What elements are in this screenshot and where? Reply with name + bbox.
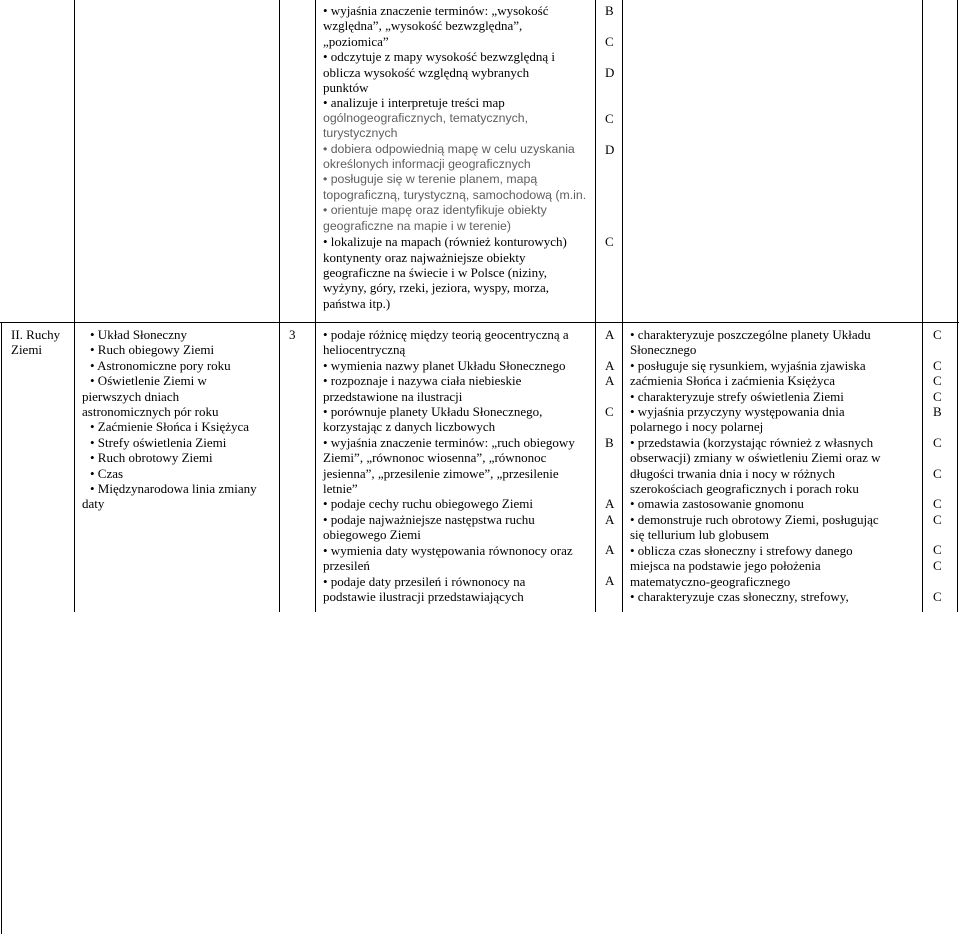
extended-grades-cell	[933, 327, 951, 604]
grade-letter	[933, 481, 951, 496]
basic-grades-cell	[605, 327, 621, 604]
grade-letter: C	[933, 511, 942, 527]
requirement-line: • posługuje się rysunkiem, wyjaśnia zjawiska	[630, 357, 866, 373]
requirement-line: podstawie ilustracji przedstawiających	[323, 588, 524, 604]
requirement-line: • charakteryzuje poszczególne planety Układu	[630, 327, 871, 342]
grade-letter: C	[605, 110, 614, 126]
requirement-line: wyżyny, góry, rzeki, jeziora, wyspy, morza,	[323, 280, 549, 296]
table-border	[279, 0, 280, 612]
grade-letter	[605, 527, 621, 542]
grade-letter	[933, 527, 951, 542]
grade-letter: A	[605, 327, 615, 342]
top-requirements-cell	[323, 3, 593, 311]
requirement-line: turystycznych	[323, 126, 398, 141]
hours-cell	[289, 327, 309, 342]
grade-letter: B	[605, 434, 614, 450]
grade-letter: C	[933, 434, 942, 450]
table-border	[957, 0, 958, 612]
table-border	[595, 0, 596, 612]
topic-line: daty	[82, 496, 105, 512]
requirement-line: • rozpoznaje i nazywa ciała niebieskie	[323, 373, 522, 389]
requirement-line: względna”, „wysokość bezwzględna”,	[323, 18, 523, 34]
requirement-line: • lokalizuje na mapach (również konturowych)	[323, 234, 567, 250]
topic-line: • Czas	[90, 465, 124, 481]
requirement-line: • demonstruje ruch obrotowy Ziemi, posługując	[630, 511, 879, 527]
grade-letter	[605, 558, 621, 573]
topic-line: astronomicznych pór roku	[82, 404, 219, 420]
requirement-line: • wyjaśnia znaczenie terminów: „wysokość	[323, 3, 549, 18]
table-border	[74, 0, 75, 612]
basic-requirements-cell	[323, 327, 593, 604]
grade-letter: C	[605, 403, 614, 419]
requirement-line: państwa itp.)	[323, 295, 391, 311]
topics-cell	[82, 327, 277, 512]
requirement-line: geograficzne na mapie i w terenie)	[323, 218, 511, 233]
grade-letter: B	[933, 403, 942, 419]
topic-line: • Oświetlenie Ziemi w	[90, 373, 207, 389]
requirement-line: • podaje najważniejsze następstwa ruchu	[323, 511, 535, 527]
table-border	[315, 0, 316, 612]
requirement-line: • posługuje się w terenie planem, mapą	[323, 172, 538, 187]
requirement-line: • podaje daty przesileń i równonocy na	[323, 573, 526, 589]
requirement-line: Ziemi”, „równonoc wiosenna”, „równonoc	[323, 450, 547, 466]
requirement-line: • oblicza czas słoneczny i strefowy danego	[630, 542, 853, 558]
grade-letter	[605, 389, 621, 404]
requirement-line: miejsca na podstawie jego położenia	[630, 558, 821, 574]
requirement-line: • orientuje mapę oraz identyfikuje obiekty	[323, 203, 547, 218]
requirement-line: szerokościach geograficznych i porach roku	[630, 481, 859, 497]
requirement-line: topograficzną, turystyczną, samochodową (m.in.	[323, 187, 587, 202]
requirement-line: • przedstawia (korzystając również z własnych	[630, 434, 874, 450]
table-border	[1, 322, 2, 934]
requirement-line: • charakteryzuje czas słoneczny, strefowy,	[630, 588, 849, 604]
grade-letter: C	[933, 388, 942, 404]
grade-letter: A	[605, 511, 615, 527]
grade-letter: C	[933, 588, 942, 604]
topic-line: pierwszych dniach	[82, 388, 180, 404]
requirement-line: korzystając z danych liczbowych	[323, 419, 496, 435]
requirement-line: • wyjaśnia znaczenie terminów: „ruch obiegowy	[323, 434, 575, 450]
requirement-line: obserwacji) zmiany w oświetleniu Ziemi oraz w	[630, 450, 881, 466]
requirement-line: • analizuje i interpretuje treści map	[323, 95, 505, 111]
grade-letter: C	[933, 373, 942, 389]
grade-letter: A	[605, 542, 615, 558]
grade-letter: C	[605, 33, 614, 49]
requirement-line: Słonecznego	[630, 342, 697, 358]
topic-line: • Ruch obrotowy Ziemi	[90, 450, 213, 466]
requirement-line: matematyczno-geograficznego	[630, 573, 791, 589]
requirement-line: oblicza wysokość względną wybranych	[323, 64, 530, 80]
section-title-cell	[11, 327, 73, 358]
topic-line: • Międzynarodowa linia zmiany	[90, 481, 257, 497]
requirement-line: ogólnogeograficznych, tematycznych,	[323, 110, 529, 125]
requirement-line: kontynenty oraz najważniejsze obiekty	[323, 249, 526, 265]
grade-letter: B	[605, 3, 614, 18]
requirement-line: długości trwania dnia i nocy w różnych	[630, 465, 836, 481]
grade-letter: C	[933, 542, 942, 558]
requirement-line: przesileń	[323, 558, 370, 574]
requirement-line: określonych informacji geograficznych	[323, 157, 531, 172]
grade-letter: C	[933, 557, 942, 573]
requirement-line: zaćmienia Słońca i zaćmienia Księżyca	[630, 373, 836, 389]
grade-letter: A	[605, 373, 615, 389]
grade-letter: C	[933, 327, 942, 342]
requirement-line: polarnego i nocy polarnej	[630, 419, 764, 435]
requirement-line: • dobiera odpowiednią mapę w celu uzyskania	[323, 141, 575, 156]
requirement-line: • wymienia daty występowania równonocy oraz	[323, 542, 573, 558]
grade-letter	[605, 466, 621, 481]
section-title-line: II. Ruchy	[11, 327, 61, 342]
requirement-line: „poziomica”	[323, 33, 389, 49]
grade-letter	[605, 450, 621, 465]
topic-line: • Astronomiczne pory roku	[90, 357, 231, 373]
requirement-line: • omawia zastosowanie gnomonu	[630, 496, 804, 512]
requirement-line: • podaje cechy ruchu obiegowego Ziemi	[323, 496, 533, 512]
grade-letter: A	[605, 573, 615, 589]
table-border	[622, 0, 623, 612]
table-row-separator	[0, 322, 959, 323]
table-border	[922, 0, 923, 612]
top-grades-cell	[605, 3, 621, 249]
requirement-line: • wyjaśnia przyczyny występowania dnia	[630, 404, 845, 420]
grade-letter	[605, 419, 621, 434]
grade-letter: D	[605, 64, 615, 80]
section-title-line: Ziemi	[11, 342, 43, 358]
requirement-line: punktów	[323, 80, 369, 96]
requirement-line: • porównuje planety Układu Słonecznego,	[323, 404, 543, 420]
topic-line: • Układ Słoneczny	[90, 327, 187, 342]
grade-letter	[605, 481, 621, 496]
requirement-line: obiegowego Ziemi	[323, 527, 421, 543]
extended-requirements-cell	[630, 327, 920, 604]
grade-letter	[933, 342, 951, 357]
requirement-line: • wymienia nazwy planet Układu Słonecznego	[323, 357, 566, 373]
grade-letter	[933, 450, 951, 465]
grade-letter: A	[605, 496, 615, 512]
grade-letter: C	[933, 357, 942, 373]
requirement-line: • podaje różnicę między teorią geocentryczną a	[323, 327, 569, 342]
requirement-line: przedstawione na ilustracji	[323, 388, 463, 404]
requirement-line: heliocentryczną	[323, 342, 406, 358]
hours-value: 3	[289, 327, 296, 342]
requirement-line: się tellurium lub globusem	[630, 527, 770, 543]
grade-letter: A	[605, 357, 615, 373]
grade-letter: C	[933, 496, 942, 512]
requirement-line: • charakteryzuje strefy oświetlenia Ziemi	[630, 388, 844, 404]
grade-letter	[605, 589, 621, 604]
topic-line: • Zaćmienie Słońca i Księżyca	[90, 419, 250, 435]
grade-letter: D	[605, 141, 615, 157]
grade-letter: C	[933, 465, 942, 481]
requirement-line: letnie”	[323, 481, 358, 497]
grade-letter	[933, 573, 951, 588]
requirement-line: geograficzne na świecie i w Polsce (niziny,	[323, 264, 548, 280]
topic-line: • Ruch obiegowy Ziemi	[90, 342, 215, 358]
grade-letter	[933, 419, 951, 434]
requirement-line: • odczytuje z mapy wysokość bezwzględną i	[323, 49, 555, 65]
topic-line: • Strefy oświetlenia Ziemi	[90, 434, 227, 450]
grade-letter: C	[605, 233, 614, 249]
requirement-line: jesienna”, „przesilenie zimowe”, „przesilenie	[323, 465, 559, 481]
